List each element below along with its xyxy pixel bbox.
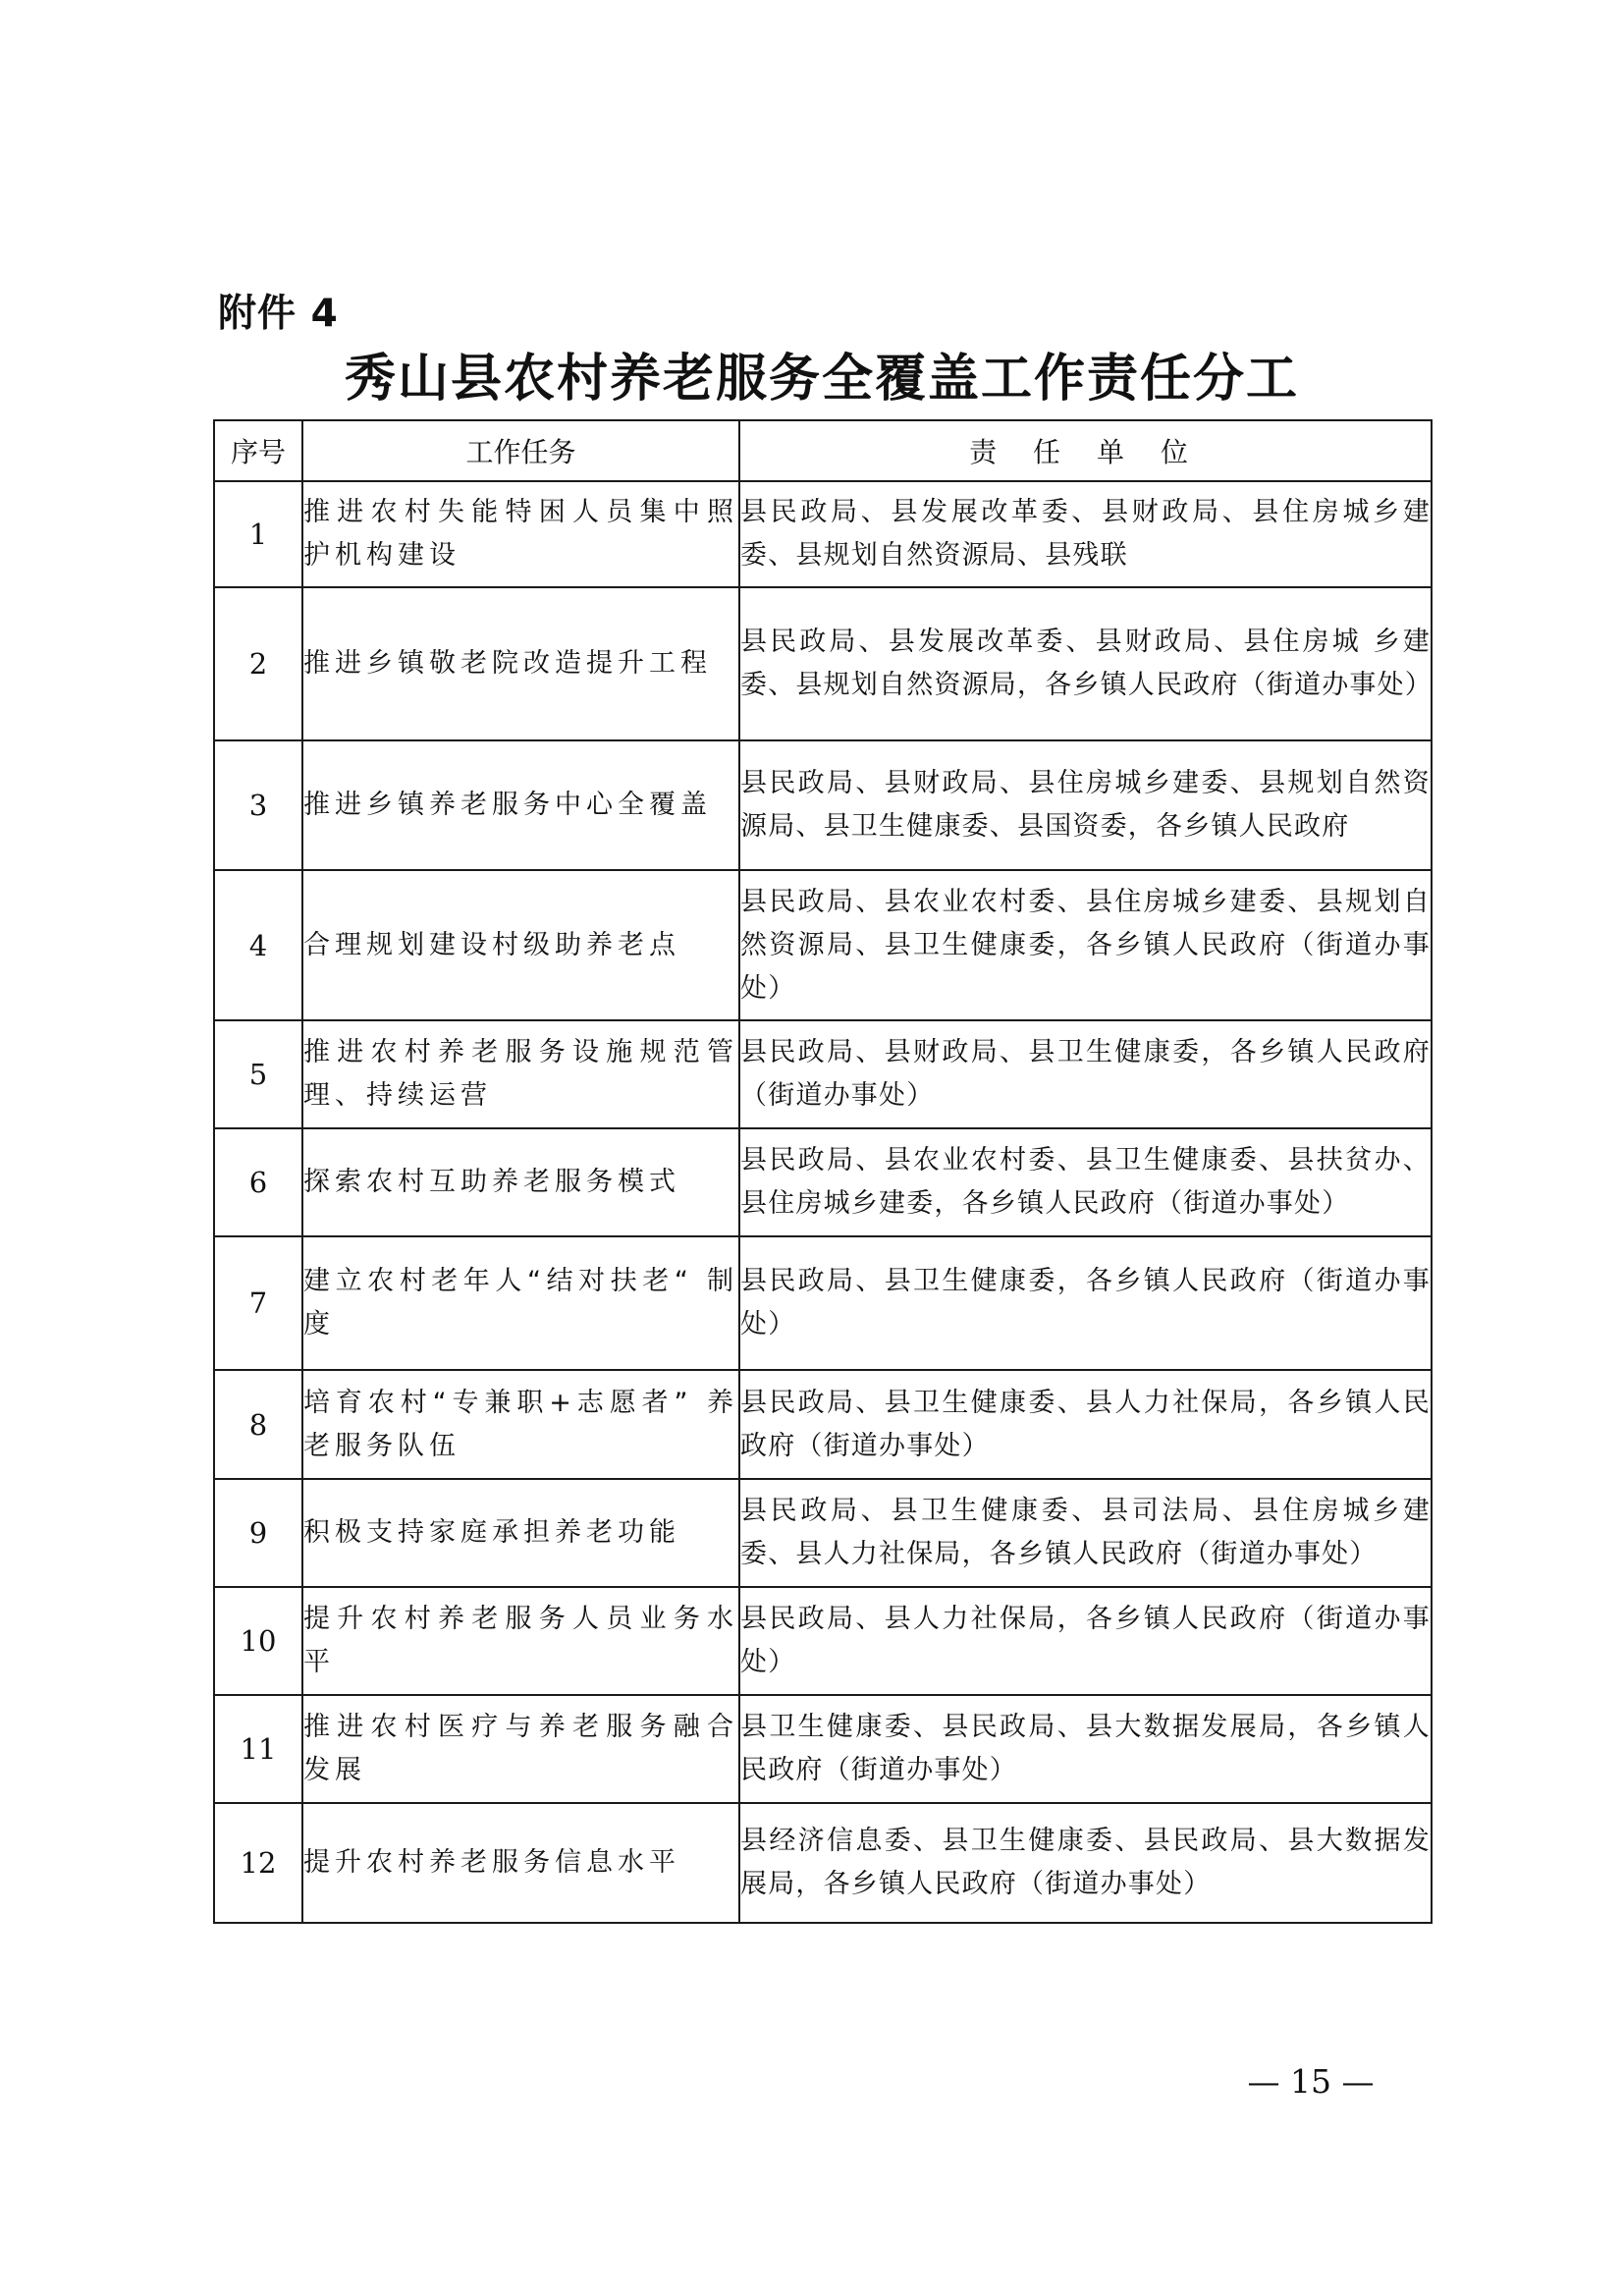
responsibility-table: [213, 419, 1433, 1924]
work-task: 探索农村互助养老服务模式: [302, 1128, 739, 1236]
row-number: 2: [214, 587, 302, 740]
work-task: 推进农村医疗与养老服务融合发展: [302, 1695, 739, 1803]
table-row: [214, 1370, 1432, 1479]
table-row: [214, 1236, 1432, 1370]
table-row: [214, 1803, 1432, 1923]
header-task: 工作任务: [302, 420, 739, 481]
row-number: 10: [214, 1587, 302, 1695]
work-task: 推进农村失能特困人员集中照护机构建设: [302, 481, 739, 587]
row-number: 1: [214, 481, 302, 587]
page-number: — 15 —: [1247, 2062, 1375, 2101]
header-no: 序号: [214, 420, 302, 481]
work-task: 提升农村养老服务信息水平: [302, 1803, 739, 1923]
responsible-units: 县民政局、县发展改革委、县财政局、县住房城乡建委、县规划自然资源局、县残联: [739, 481, 1432, 587]
row-number: 3: [214, 740, 302, 870]
table-row: [214, 1020, 1432, 1128]
responsible-units: 县民政局、县财政局、县卫生健康委，各乡镇人民政府（街道办事处）: [739, 1020, 1432, 1128]
table-row: [214, 740, 1432, 870]
table-row: [214, 587, 1432, 740]
table-row: [214, 870, 1432, 1020]
work-task: 推进农村养老服务设施规范管理、持续运营: [302, 1020, 739, 1128]
document-title: 秀山县农村养老服务全覆盖工作责任分工: [344, 349, 1299, 409]
responsible-units: 县民政局、县卫生健康委，各乡镇人民政府（街道办事处）: [739, 1236, 1432, 1370]
row-number: 8: [214, 1370, 302, 1479]
row-number: 11: [214, 1695, 302, 1803]
row-number: 5: [214, 1020, 302, 1128]
responsible-units: 县民政局、县农业农村委、县卫生健康委、县扶贫办、县住房城乡建委，各乡镇人民政府（街道办事处）: [739, 1128, 1432, 1236]
responsible-units: 县民政局、县人力社保局，各乡镇人民政府（街道办事处）: [739, 1587, 1432, 1695]
table-row: [214, 1587, 1432, 1695]
attachment-label: 附件 4: [218, 292, 339, 336]
table-row: [214, 1479, 1432, 1587]
work-task: 推进乡镇敬老院改造提升工程: [302, 587, 739, 740]
responsible-units: 县民政局、县农业农村委、县住房城乡建委、县规划自然资源局、县卫生健康委，各乡镇人民政府（街道办事处）: [739, 870, 1432, 1020]
table-row: [214, 1695, 1432, 1803]
row-number: 4: [214, 870, 302, 1020]
work-task: 培育农村“专兼职+志愿者” 养老服务队伍: [302, 1370, 739, 1479]
responsible-units: 县民政局、县财政局、县住房城乡建委、县规划自然资源局、县卫生健康委、县国资委，各乡镇人民政府: [739, 740, 1432, 870]
responsible-units: 县民政局、县发展改革委、县财政局、县住房城 乡建委、县规划自然资源局，各乡镇人民政府（街道办事处）: [739, 587, 1432, 740]
work-task: 推进乡镇养老服务中心全覆盖: [302, 740, 739, 870]
responsible-units: 县卫生健康委、县民政局、县大数据发展局，各乡镇人民政府（街道办事处）: [739, 1695, 1432, 1803]
row-number: 9: [214, 1479, 302, 1587]
row-number: 7: [214, 1236, 302, 1370]
header-unit: 责 任 单 位: [739, 420, 1432, 481]
work-task: 建立农村老年人“结对扶老“ 制度: [302, 1236, 739, 1370]
responsible-units: 县经济信息委、县卫生健康委、县民政局、县大数据发展局，各乡镇人民政府（街道办事处）: [739, 1803, 1432, 1923]
responsible-units: 县民政局、县卫生健康委、县司法局、县住房城乡建委、县人力社保局，各乡镇人民政府（街道办事处）: [739, 1479, 1432, 1587]
work-task: 积极支持家庭承担养老功能: [302, 1479, 739, 1587]
row-number: 12: [214, 1803, 302, 1923]
table-row: [214, 1128, 1432, 1236]
responsible-units: 县民政局、县卫生健康委、县人力社保局，各乡镇人民政府（街道办事处）: [739, 1370, 1432, 1479]
table-header-row: [214, 420, 1432, 481]
work-task: 提升农村养老服务人员业务水平: [302, 1587, 739, 1695]
table-row: [214, 481, 1432, 587]
work-task: 合理规划建设村级助养老点: [302, 870, 739, 1020]
row-number: 6: [214, 1128, 302, 1236]
